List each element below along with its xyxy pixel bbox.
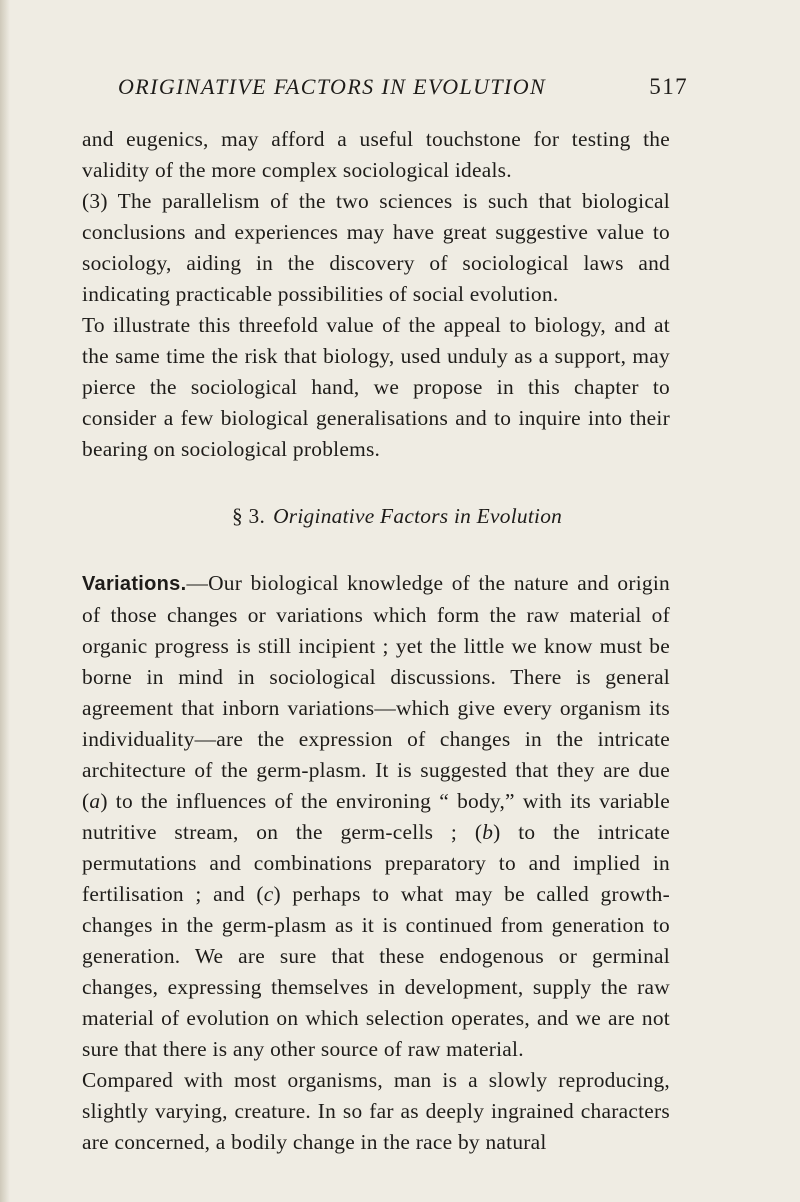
- variations-text-1: —Our biological knowledge of the nature and origin of those changes or variations which form the raw material of organic progress is still incipient ; yet the little we know must be borne in mind in sociological discussions. There is general agreement that inborn variations—which give every organism its individuality—are the expression of changes in the intricate architecture of the germ-plasm. It is suggested that they are due (: [82, 571, 670, 813]
- paragraph-continuation: and eugenics, may afford a useful touchstone for testing the validity of the more complex sociological ideals.: [82, 127, 670, 182]
- section-title: Originative Factors in Evolution: [273, 504, 563, 528]
- paragraph-threefold-value: To illustrate this threefold value of the appeal to biology, and at the same time the risk that biology, used unduly as a support, may pierce the sociological hand, we propose in this chapter to consider a few biological generalisations and to inquire into their bearing on sociological problems.: [82, 313, 670, 461]
- variations-text-3: ) to the intricate permutations and combinations preparatory to and implied in fertilisation ; and (: [82, 820, 670, 906]
- running-title: ORIGINATIVE FACTORS IN EVOLUTION: [118, 74, 547, 99]
- paragraph-variations: [82, 568, 670, 1065]
- variations-text-4: ) perhaps to what may be called growth-changes in the germ-plasm as it is continued from generation to generation. We are sure that these endogenous or germinal changes, expressing themselves in development, supply the raw material of evolution on which selection operates, and we are not sure that there is any other source of raw material.: [82, 882, 670, 1061]
- page-number: 517: [649, 74, 688, 99]
- page-gutter-shadow: [0, 0, 10, 1202]
- list-label-b: b: [482, 820, 494, 844]
- running-header: [118, 74, 688, 108]
- list-label-a: a: [89, 789, 101, 813]
- list-label-c: c: [263, 882, 274, 906]
- paragraph-point-3: (3) The parallelism of the two sciences is such that biological conclusions and experiences may have great suggestive value to sociology, aiding in the discovery of sociological laws and indicating practicable possibilities of social evolution.: [82, 189, 670, 306]
- section-heading: [232, 501, 670, 532]
- section-number: § 3.: [232, 504, 266, 528]
- variations-text-2: ) to the influences of the environing “ body,” with its variable nutritive stream, on the germ-cells ; (: [82, 789, 670, 844]
- run-in-heading: Variations.: [82, 573, 187, 595]
- page-body: [82, 124, 670, 1158]
- paragraph-compared: Compared with most organisms, man is a slowly reproducing, slightly varying, creature. In so far as deeply ingrained characters are concerned, a bodily change in the race by natural: [82, 1068, 670, 1154]
